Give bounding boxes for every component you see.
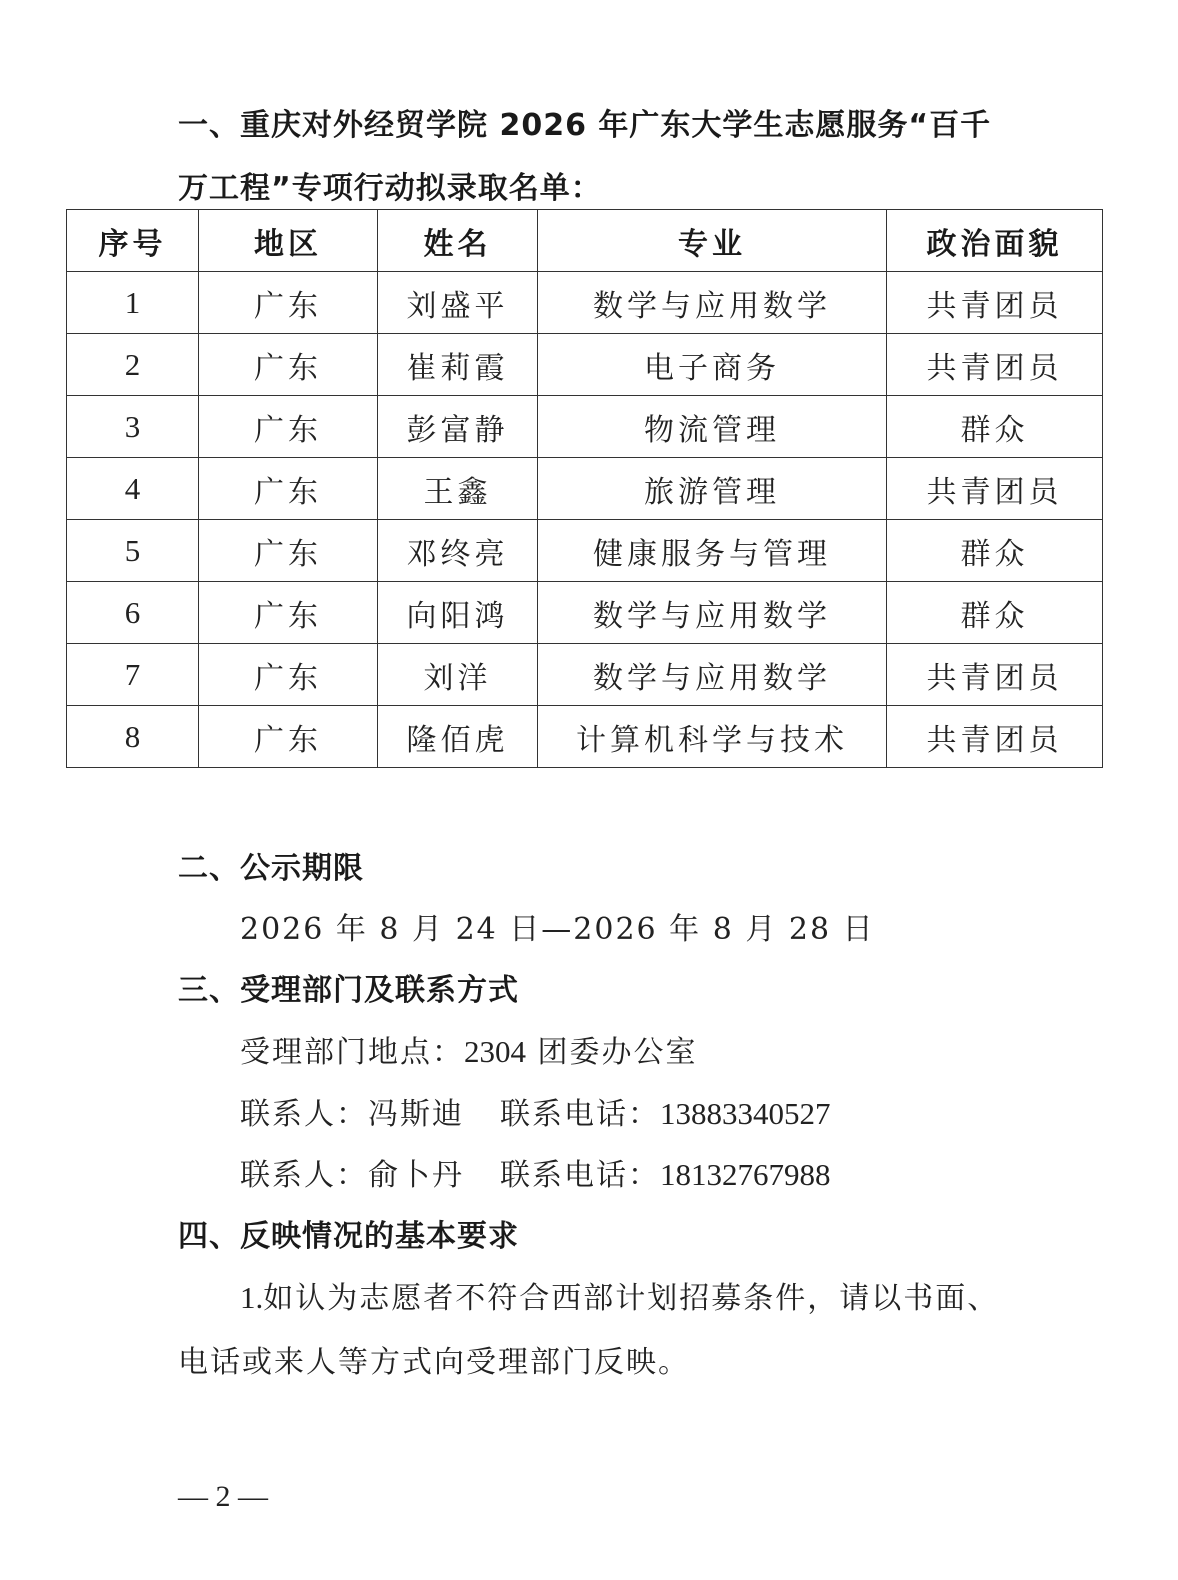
cell-name: 向阳鸿 [378,582,538,644]
requirement-item1-text: 如认为志愿者不符合西部计划招募条件，请以书面、 [263,1281,1000,1316]
cell-political-status: 共青团员 [887,706,1103,768]
contact-line [240,1089,831,1133]
cell-name: 王鑫 [378,458,538,520]
cell-name: 刘盛平 [378,272,538,334]
cell-index: 2 [67,334,199,396]
cell-name: 彭富静 [378,396,538,458]
table-row [67,582,1103,644]
cell-index: 5 [67,520,199,582]
contact-person: 联系人：冯斯迪 [240,1097,464,1132]
cell-region: 广东 [199,706,378,768]
cell-major: 旅游管理 [538,458,887,520]
cell-political-status: 共青团员 [887,644,1103,706]
contact-phone-label: 联系电话： [500,1158,660,1193]
cell-name: 隆佰虎 [378,706,538,768]
table-row [67,396,1103,458]
cell-region: 广东 [199,644,378,706]
table-header-row [67,210,1103,272]
section2-title: 二、公示期限 [178,851,364,886]
cell-major: 数学与应用数学 [538,644,887,706]
contact-phone: 13883340527 [660,1096,831,1131]
cell-political-status: 共青团员 [887,334,1103,396]
page-number: — 2 — [178,1480,268,1513]
table-row [67,706,1103,768]
cell-region: 广东 [199,334,378,396]
cell-index: 1 [67,272,199,334]
table-row [67,272,1103,334]
requirement-item1-line2: 电话或来人等方式向受理部门反映。 [178,1345,690,1380]
header-major: 专业 [538,210,887,272]
requirement-item1-line1 [240,1273,999,1317]
cell-political-status: 共青团员 [887,458,1103,520]
section4-title: 四、反映情况的基本要求 [178,1219,519,1254]
cell-major: 电子商务 [538,334,887,396]
cell-index: 3 [67,396,199,458]
office-location [240,1027,698,1071]
table-row [67,644,1103,706]
cell-region: 广东 [199,582,378,644]
cell-name: 邓终亮 [378,520,538,582]
header-name: 姓名 [378,210,538,272]
table-row [67,458,1103,520]
contact-person: 联系人：俞卜丹 [240,1158,464,1193]
cell-major: 物流管理 [538,396,887,458]
requirement-item1-number: 1. [240,1280,264,1315]
office-room-number: 2304 [464,1034,526,1069]
section3-title: 三、受理部门及联系方式 [178,973,519,1008]
contact-phone-label: 联系电话： [500,1097,660,1132]
cell-region: 广东 [199,396,378,458]
cell-name: 刘洋 [378,644,538,706]
cell-political-status: 群众 [887,396,1103,458]
cell-region: 广东 [199,458,378,520]
contact-phone: 18132767988 [660,1157,831,1192]
cell-political-status: 共青团员 [887,272,1103,334]
cell-index: 4 [67,458,199,520]
header-index: 序号 [67,210,199,272]
cell-political-status: 群众 [887,582,1103,644]
cell-index: 7 [67,644,199,706]
office-location-label: 受理部门地点： [240,1035,464,1070]
cell-index: 8 [67,706,199,768]
section1-title-line1: 一、重庆对外经贸学院 2026 年广东大学生志愿服务“百千 [178,108,992,143]
cell-major: 健康服务与管理 [538,520,887,582]
office-location-suffix: 团委办公室 [526,1035,698,1070]
table-row [67,334,1103,396]
cell-major: 计算机科学与技术 [538,706,887,768]
header-political-status: 政治面貌 [887,210,1103,272]
contact-line [240,1150,831,1194]
cell-major: 数学与应用数学 [538,272,887,334]
table-row [67,520,1103,582]
section1-title-line2: 万工程”专项行动拟录取名单： [178,171,602,206]
cell-index: 6 [67,582,199,644]
cell-region: 广东 [199,520,378,582]
cell-region: 广东 [199,272,378,334]
header-region: 地区 [199,210,378,272]
admission-table [66,209,1103,768]
cell-major: 数学与应用数学 [538,582,887,644]
cell-political-status: 群众 [887,520,1103,582]
cell-name: 崔莉霞 [378,334,538,396]
publicity-period: 2026 年 8 月 24 日—2026 年 8 月 28 日 [240,912,875,947]
